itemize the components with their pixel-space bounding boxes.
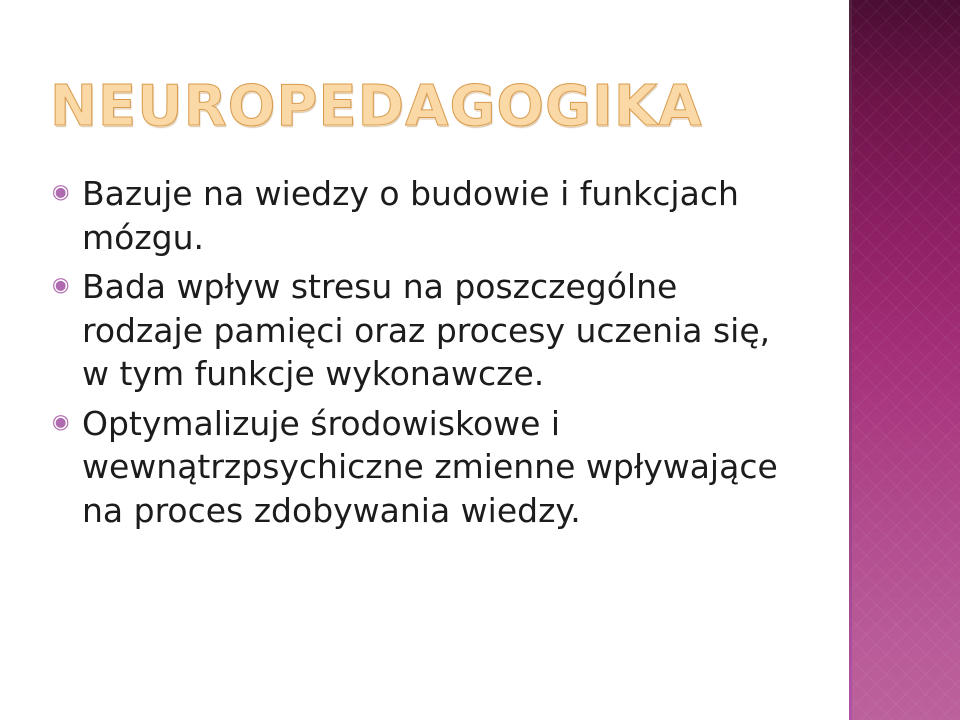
list-item-text: Bazuje na wiedzy o budowie i funkcjach mózgu. — [82, 174, 739, 257]
page-title: NEUROPEDAGOGIKA — [50, 74, 703, 139]
bullet-marker-icon: ◉ — [52, 272, 70, 297]
list-item — [52, 172, 812, 259]
bullet-list — [52, 172, 812, 538]
list-item-text: Bada wpływ stresu na poszczególne rodzaje pamięci oraz procesy uczenia się, w tym funkcje wykonawcze. — [82, 267, 771, 394]
band-edge-divider — [849, 0, 852, 720]
bullet-marker-icon: ◉ — [52, 179, 70, 203]
decorative-right-band — [852, 0, 960, 720]
list-item — [52, 265, 812, 396]
bullet-marker-icon: ◉ — [52, 408, 70, 433]
list-item-text: Optymalizuje środowiskowe i wewnątrzpsychiczne zmienne wpływające na proces zdobywania wiedzy. — [82, 403, 778, 530]
list-item — [52, 402, 812, 533]
